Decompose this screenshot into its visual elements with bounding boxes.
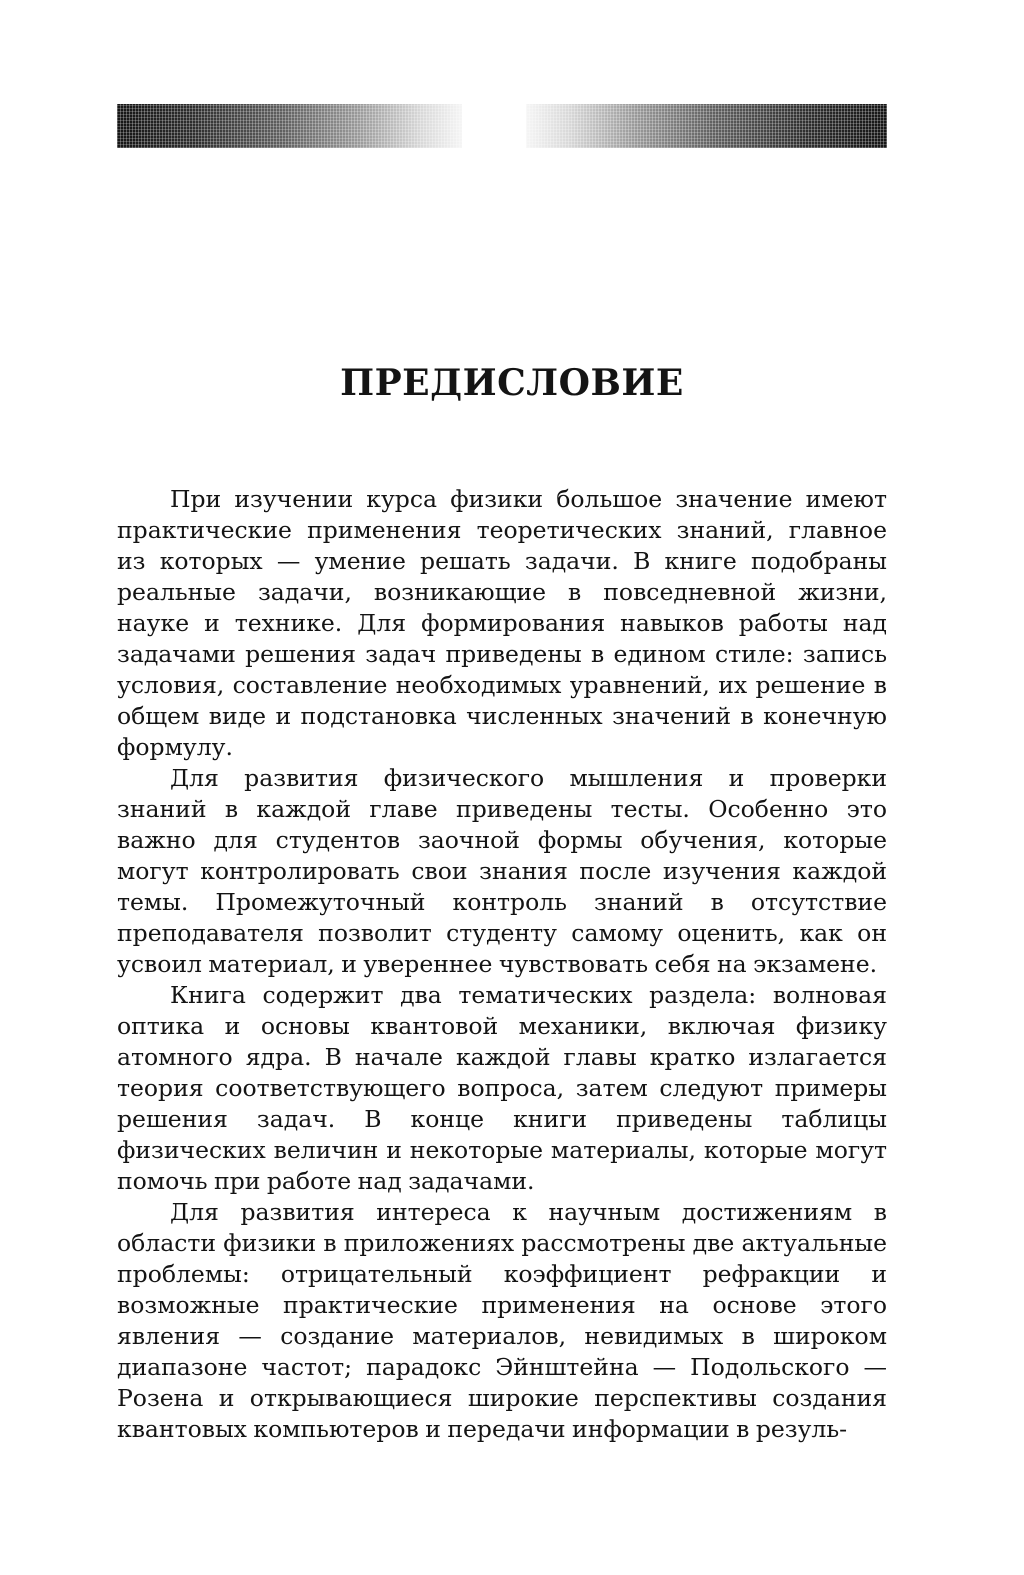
header-decorative-band-right — [526, 104, 887, 148]
header-decorative-band-left — [117, 104, 462, 148]
page-title: ПРЕДИСЛОВИЕ — [340, 362, 684, 404]
paragraph-3: Книга содержит два тематических раздела: волновая оптика и основы квантовой механики, включая физику атомного ядра. В начале каждой главы кратко излагается теория соответствующего вопроса, затем следуют примеры решения задач. В конце книги приведены таблицы физических величин и некоторые материалы, которые могут помочь при работе над задачами. — [117, 981, 887, 1195]
paragraph-1: При изучении курса физики большое значение имеют практические применения теоретических знаний, главное из которых — умение решать задачи. В книге подобраны реальные задачи, возникающие в повседневной жизни, науке и технике. Для формирования навыков работы над задачами решения задач приведены в едином стиле: запись условия, составление необходимых уравнений, их решение в общем виде и подстановка численных значений в конечную формулу. — [117, 485, 887, 761]
paragraph-4: Для развития интереса к научным достижениям в области физики в приложениях рассмотрены две актуальные проблемы: отрицательный коэффициент рефракции и возможные практические применения на основе этого явления — создание материалов, невидимых в широком диапазоне частот; парадокс Эйнштейна — Подольского — Розена и открывающиеся широкие перспективы создания квантовых компьютеров и передачи информации в резуль- — [117, 1198, 887, 1443]
body-text — [117, 484, 887, 1445]
paragraph-2: Для развития физического мышления и проверки знаний в каждой главе приведены тесты. Особенно это важно для студентов заочной формы обучения, которые могут контролировать свои знания после изучения каждой темы. Промежуточный контроль знаний в отсутствие преподавателя позволит студенту самому оценить, как он усвоил материал, и увереннее чувствовать себя на экзамене. — [117, 764, 887, 978]
